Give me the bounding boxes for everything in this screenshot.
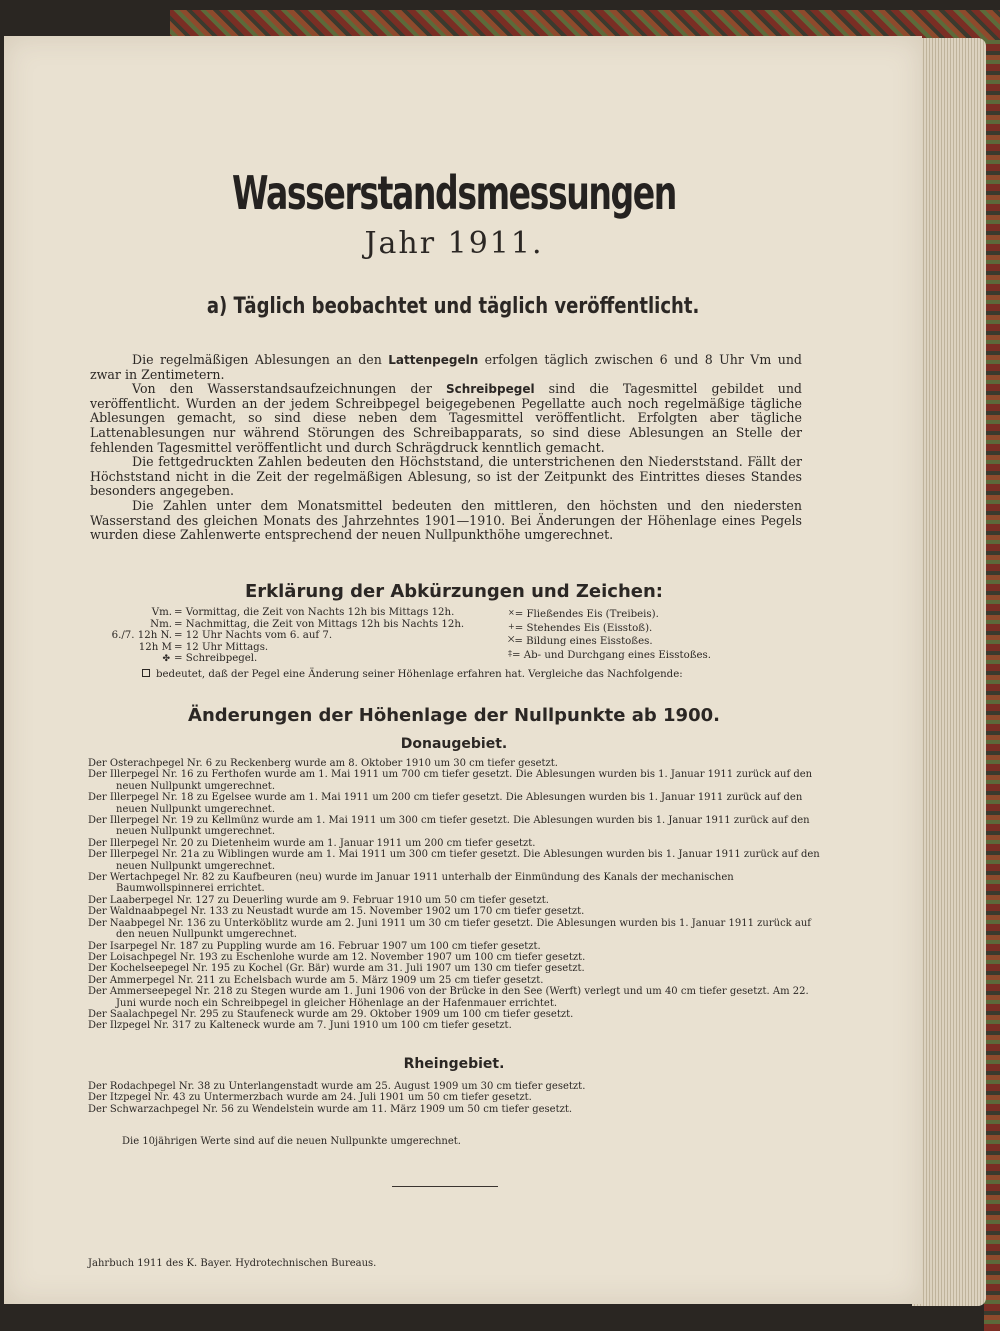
list-item: Der Loisachpegel Nr. 193 zu Eschenlohe wurde am 12. November 1907 um 100 cm tiefer gesetzt. — [88, 951, 586, 963]
abbreviation-row: 12h M = 12 Uhr Mittags. — [138, 641, 269, 653]
level-change-note: bedeutet, daß der Pegel eine Änderung seiner Höhenlage erfahren hat. Vergleiche das Nachfolgende: — [142, 669, 842, 681]
level-change-square-icon — [142, 669, 150, 677]
ice-jam-passage-icon: ‡ — [508, 648, 512, 658]
list-item: Der Waldnaabpegel Nr. 133 zu Neustadt wurde am 15. November 1902 um 170 cm tiefer gesetzt. — [88, 906, 585, 918]
list-item: Der Illerpegel Nr. 16 zu Ferthofen wurde am 1. Mai 1911 um 700 cm tiefer gesetzt. Die Ablesungen wurden bis 1. Januar 1911 zurück auf den neuen Nullpunkt umgerechnet. — [88, 769, 813, 792]
list-item: Der Wertachpegel Nr. 82 zu Kaufbeuren (neu) wurde im Januar 1911 unterhalb der Einmündung des Kanals der mechanischen Baumwollspinnerei errichtet. — [88, 872, 734, 895]
divider — [392, 1186, 498, 1187]
drift-ice-icon: × — [508, 608, 515, 617]
abbreviation-row: ✤ = Schreibpegel. — [162, 653, 258, 665]
year-heading: Jahr 1911. — [364, 226, 544, 261]
ice-jam-formation-icon: ⨉ — [508, 635, 515, 645]
standing-ice-icon: + — [508, 621, 515, 631]
list-item: Der Illerpegel Nr. 19 zu Kellmünz wurde am 1. Mai 1911 um 300 cm tiefer gesetzt. Die Ablesungen wurden bis 1. Januar 1911 zurück auf den neuen Nullpunkt umgerechnet. — [88, 815, 810, 838]
explanation-heading: Erklärung der Abkürzungen und Zeichen: — [244, 581, 664, 602]
document-page — [4, 36, 922, 1304]
ice-sign-list — [508, 607, 808, 661]
list-item: Der Ilzpegel Nr. 317 zu Kalteneck wurde am 7. Juni 1910 um 100 cm tiefer gesetzt. — [88, 1020, 512, 1032]
list-item: Der Ammerseepegel Nr. 218 zu Stegen wurde am 1. Juni 1906 von der Brücke in den See (Werft) verlegt und um 40 cm tiefer gesetzt. Am 22. Juni wurde noch ein Schreibpegel in gleicher Höhenlage an der Hafenmauer errichtet. — [88, 986, 809, 1009]
recording-gauge-icon: ✤ — [162, 654, 170, 665]
list-item: Der Illerpegel Nr. 21a zu Wiblingen wurde am 1. Mai 1911 um 300 cm tiefer gesetzt. Die Ablesungen wurden bis 1. Januar 1911 zurück auf den neuen Nullpunkt umgerechnet. — [88, 849, 820, 872]
intro-text — [90, 353, 802, 543]
list-item: Der Illerpegel Nr. 18 zu Egelsee wurde am 1. Mai 1911 um 200 cm tiefer gesetzt. Die Ablesungen wurden bis 1. Januar 1911 zurück auf den neuen Nullpunkt umgerechnet. — [88, 792, 803, 815]
list-item: Der Illerpegel Nr. 20 zu Dietenheim wurde am 1. Januar 1911 um 200 cm tiefer gesetzt. — [88, 837, 536, 849]
list-item: Der Rodachpegel Nr. 38 zu Unterlangenstadt wurde am 25. August 1909 um 30 cm tiefer gesetzt. — [88, 1081, 586, 1092]
page-footer: Jahrbuch 1911 des K. Bayer. Hydrotechnischen Bureaus. — [88, 1258, 377, 1269]
list-item: Der Isarpegel Nr. 187 zu Puppling wurde am 16. Februar 1907 um 100 cm tiefer gesetzt. — [88, 940, 541, 952]
page-title: Wasserstandsmessungen — [232, 166, 676, 220]
list-item: Der Naabpegel Nr. 136 zu Unterköblitz wurde am 2. Juni 1911 um 30 cm tiefer gesetzt. Die Ablesungen wurden bis 1. Januar 1911 zurück auf den neuen Nullpunkt umgerechnet. — [88, 917, 812, 941]
abbreviation-list — [84, 607, 504, 666]
abbreviation-row: 6./7. 12h N. = 12 Uhr Nachts vom 6. auf 7. — [111, 630, 333, 642]
rhein-changes-list — [88, 1081, 828, 1115]
changes-heading: Änderungen der Höhenlage der Nullpunkte ab 1900. — [188, 705, 720, 726]
abbreviation-row: Vm. = Vormittag, die Zeit von Nachts 12h bis Mittags 12h. — [151, 607, 455, 618]
intro-paragraph: Die Zahlen unter dem Monatsmittel bedeuten den mittleren, den höchsten und den niedersten Wasserstand des gleichen Monats des Jahrzehntes 1901—1910. Bei Änderungen der Höhenlage eines Pegels wurden diese Zahlenwerte entsprechend der neuen Nullpunkthöhe umgerechnet. — [90, 497, 802, 543]
list-item: Der Schwarzachpegel Nr. 56 zu Wendelstein wurde am 11. März 1909 um 50 cm tiefer gesetzt. — [88, 1103, 573, 1115]
list-item: Der Osterachpegel Nr. 6 zu Reckenberg wurde am 8. Oktober 1910 um 30 cm tiefer gesetzt. — [88, 758, 558, 769]
abbreviation-row: Nm. = Nachmittag, die Zeit von Mittags 12h bis Nachts 12h. — [150, 618, 465, 630]
footnote: Die 10jährigen Werte sind auf die neuen Nullpunkte umgerechnet. — [122, 1136, 461, 1147]
ice-sign-row: ⨉= Bildung eines Eisstoßes. — [508, 635, 653, 648]
intro-paragraph: Die regelmäßigen Ablesungen an den Lattenpegeln erfolgen täglich zwischen 6 und 8 Uhr Vm und zwar in Zentimetern. — [90, 352, 802, 382]
list-item: Der Laaberpegel Nr. 127 zu Deuerling wurde am 9. Februar 1910 um 50 cm tiefer gesetzt. — [88, 894, 549, 906]
rhein-heading: Rheingebiet. — [403, 1056, 505, 1072]
donau-changes-list — [88, 758, 828, 1032]
ice-sign-row: += Stehendes Eis (Eisstoß). — [508, 621, 653, 634]
ice-sign-row: ‡= Ab- und Durchgang eines Eisstoßes. — [508, 648, 712, 661]
page-edges — [912, 38, 986, 1306]
donau-heading: Donaugebiet. — [400, 736, 508, 752]
intro-paragraph: Die fettgedruckten Zahlen bedeuten den Höchststand, die unterstrichenen den Niederststand. Fällt der Höchststand nicht in die Zeit der regelmäßigen Ablesung, so ist der Zeitpunkt des Eintrittes dieses Standes besonders angegeben. — [90, 454, 802, 499]
book-cover-right — [984, 40, 1000, 1331]
list-item: Der Ammerpegel Nr. 211 zu Echelsbach wurde am 5. März 1909 um 25 cm tiefer gesetzt. — [88, 974, 544, 986]
section-subtitle: a) Täglich beobachtet und täglich veröffentlicht. — [206, 294, 700, 319]
intro-paragraph: Von den Wasserstandsaufzeichnungen der Schreibpegel sind die Tagesmittel gebildet und veröffentlicht. Wurden an der jedem Schreibpegel beigegebenen Pegellatte auch noch regelmäßige tägliche Ablesungen gemacht, so sind diese neben dem Tagesmittel veröffentlicht. Erfolgten aber tägliche Lattenablesungen nur während Störungen des Schreibapparats, so sind diese Ablesungen an Stelle der fehlenden Tagesmittel veröffentlicht und durch Schrägdruck kenntlich gemacht. — [90, 381, 802, 455]
list-item: Der Itzpegel Nr. 43 zu Untermerzbach wurde am 24. Juli 1901 um 50 cm tiefer gesetzt. — [88, 1092, 532, 1104]
ice-sign-row: ×= Fließendes Eis (Treibeis). — [508, 608, 659, 620]
list-item: Der Kochelseepegel Nr. 195 zu Kochel (Gr. Bär) wurde am 31. Juli 1907 um 130 cm tiefer gesetzt. — [88, 963, 585, 975]
list-item: Der Saalachpegel Nr. 295 zu Staufeneck wurde am 29. Oktober 1909 um 100 cm tiefer gesetzt. — [88, 1008, 574, 1020]
